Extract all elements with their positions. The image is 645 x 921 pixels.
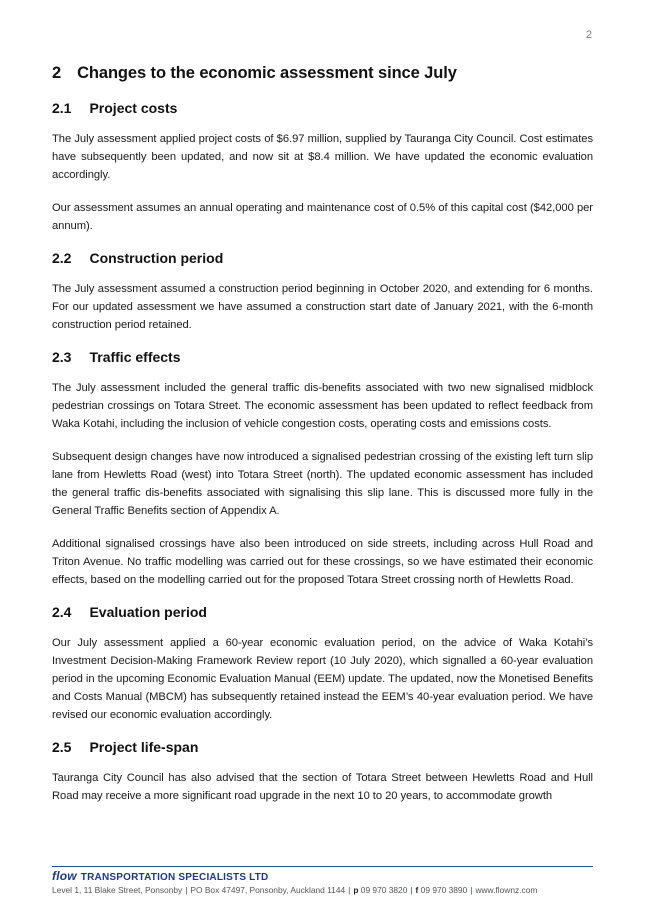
subsection-construction-period	[52, 250, 593, 334]
section-title: Changes to the economic assessment since July	[77, 64, 457, 82]
footer-website[interactable]: www.flownz.com	[475, 885, 538, 895]
subsection-number: 2.3	[52, 349, 72, 365]
subsection-project-life-span	[52, 739, 593, 805]
paragraph: Tauranga City Council has also advised that the section of Totara Street between Hewletts Road and Hull Road may receive a more significant road upgrade in the next 10 to 20 years, to accommodate growth	[52, 772, 593, 802]
subsection-number: 2.5	[52, 739, 72, 755]
separator: |	[185, 885, 188, 895]
paragraph: The July assessment included the general traffic dis-benefits associated with two new signalised midblock pedestrian crossings on Totara Street. The economic assessment has been updated to reflect feedback from Waka Kotahi, including the inclusion of vehicle congestion costs, operating costs and emissions costs.	[52, 382, 593, 430]
section-number: 2	[52, 64, 62, 82]
subsection-heading	[52, 604, 593, 620]
subsection-title: Construction period	[89, 250, 224, 266]
subsection-project-costs	[52, 100, 593, 235]
subsection-heading	[52, 100, 593, 116]
separator: |	[348, 885, 351, 895]
subsection-heading	[52, 739, 593, 755]
footer-po-box: PO Box 47497, Ponsonby, Auckland 1144	[190, 885, 346, 895]
footer-fax: 09 970 3890	[420, 885, 468, 895]
subsection-traffic-effects	[52, 349, 593, 589]
document-body	[52, 64, 593, 820]
contact-line	[52, 885, 593, 895]
fax-label: f	[415, 885, 419, 895]
subsection-heading	[52, 250, 593, 266]
flow-logo: flow	[52, 869, 77, 883]
subsection-number: 2.4	[52, 604, 72, 620]
page-number: 2	[585, 29, 592, 41]
company-name: TRANSPORTATION SPECIALISTS LTD	[80, 872, 269, 883]
phone-label: p	[353, 885, 359, 895]
paragraph: Our July assessment applied a 60-year economic evaluation period, on the advice of Waka Kotahi’s Investment Decision-Making Framework Review report (10 July 2020), which signalled a 60-year evaluation period in the upcoming Economic Evaluation Manual (EEM) update. The updated, now the Monetised Benefits and Costs Manual (MBCM) has subsequently retained instead the EEM’s 40-year evaluation period. We have revised our economic evaluation accordingly.	[52, 637, 593, 721]
footer-phone: 09 970 3820	[360, 885, 408, 895]
page-footer	[52, 866, 593, 895]
paragraph: Additional signalised crossings have also been introduced on side streets, including across Hull Road and Triton Avenue. No traffic modelling was carried out for these crossings, so we have estimated their economic effects, based on the modelling carried out for the proposed Totara Street crossing north of Hewletts Road.	[52, 538, 593, 586]
subsection-title: Traffic effects	[89, 349, 181, 365]
paragraph: The July assessment assumed a construction period beginning in October 2020, and extending for 6 months. For our updated assessment we have assumed a construction start date of January 2021, with the 6-month construction period retained.	[52, 283, 593, 331]
subsection-title: Evaluation period	[89, 604, 207, 620]
subsection-number: 2.1	[52, 100, 72, 116]
subsection-title: Project life-span	[89, 739, 199, 755]
paragraph: The July assessment applied project costs of $6.97 million, supplied by Tauranga City Council. Cost estimates have subsequently been updated, and now sit at $8.4 million. We have updated the economic evaluation accordingly.	[52, 133, 593, 181]
company-brand	[52, 869, 593, 883]
subsection-number: 2.2	[52, 250, 72, 266]
footer-address: Level 1, 11 Blake Street, Ponsonby	[52, 885, 183, 895]
separator: |	[410, 885, 413, 895]
subsection-evaluation-period	[52, 604, 593, 724]
paragraph: Subsequent design changes have now introduced a signalised pedestrian crossing of the existing left turn slip lane from Hewletts Road (west) into Totara Street (north). The updated economic assessment has included the general traffic dis-benefits associated with signalising this slip lane. This is discussed more fully in the General Traffic Benefits section of Appendix A.	[52, 451, 593, 517]
separator: |	[470, 885, 473, 895]
subsection-title: Project costs	[89, 100, 178, 116]
paragraph: Our assessment assumes an annual operating and maintenance cost of 0.5% of this capital cost ($42,000 per annum).	[52, 202, 593, 232]
section-heading	[52, 64, 593, 83]
subsection-heading	[52, 349, 593, 365]
